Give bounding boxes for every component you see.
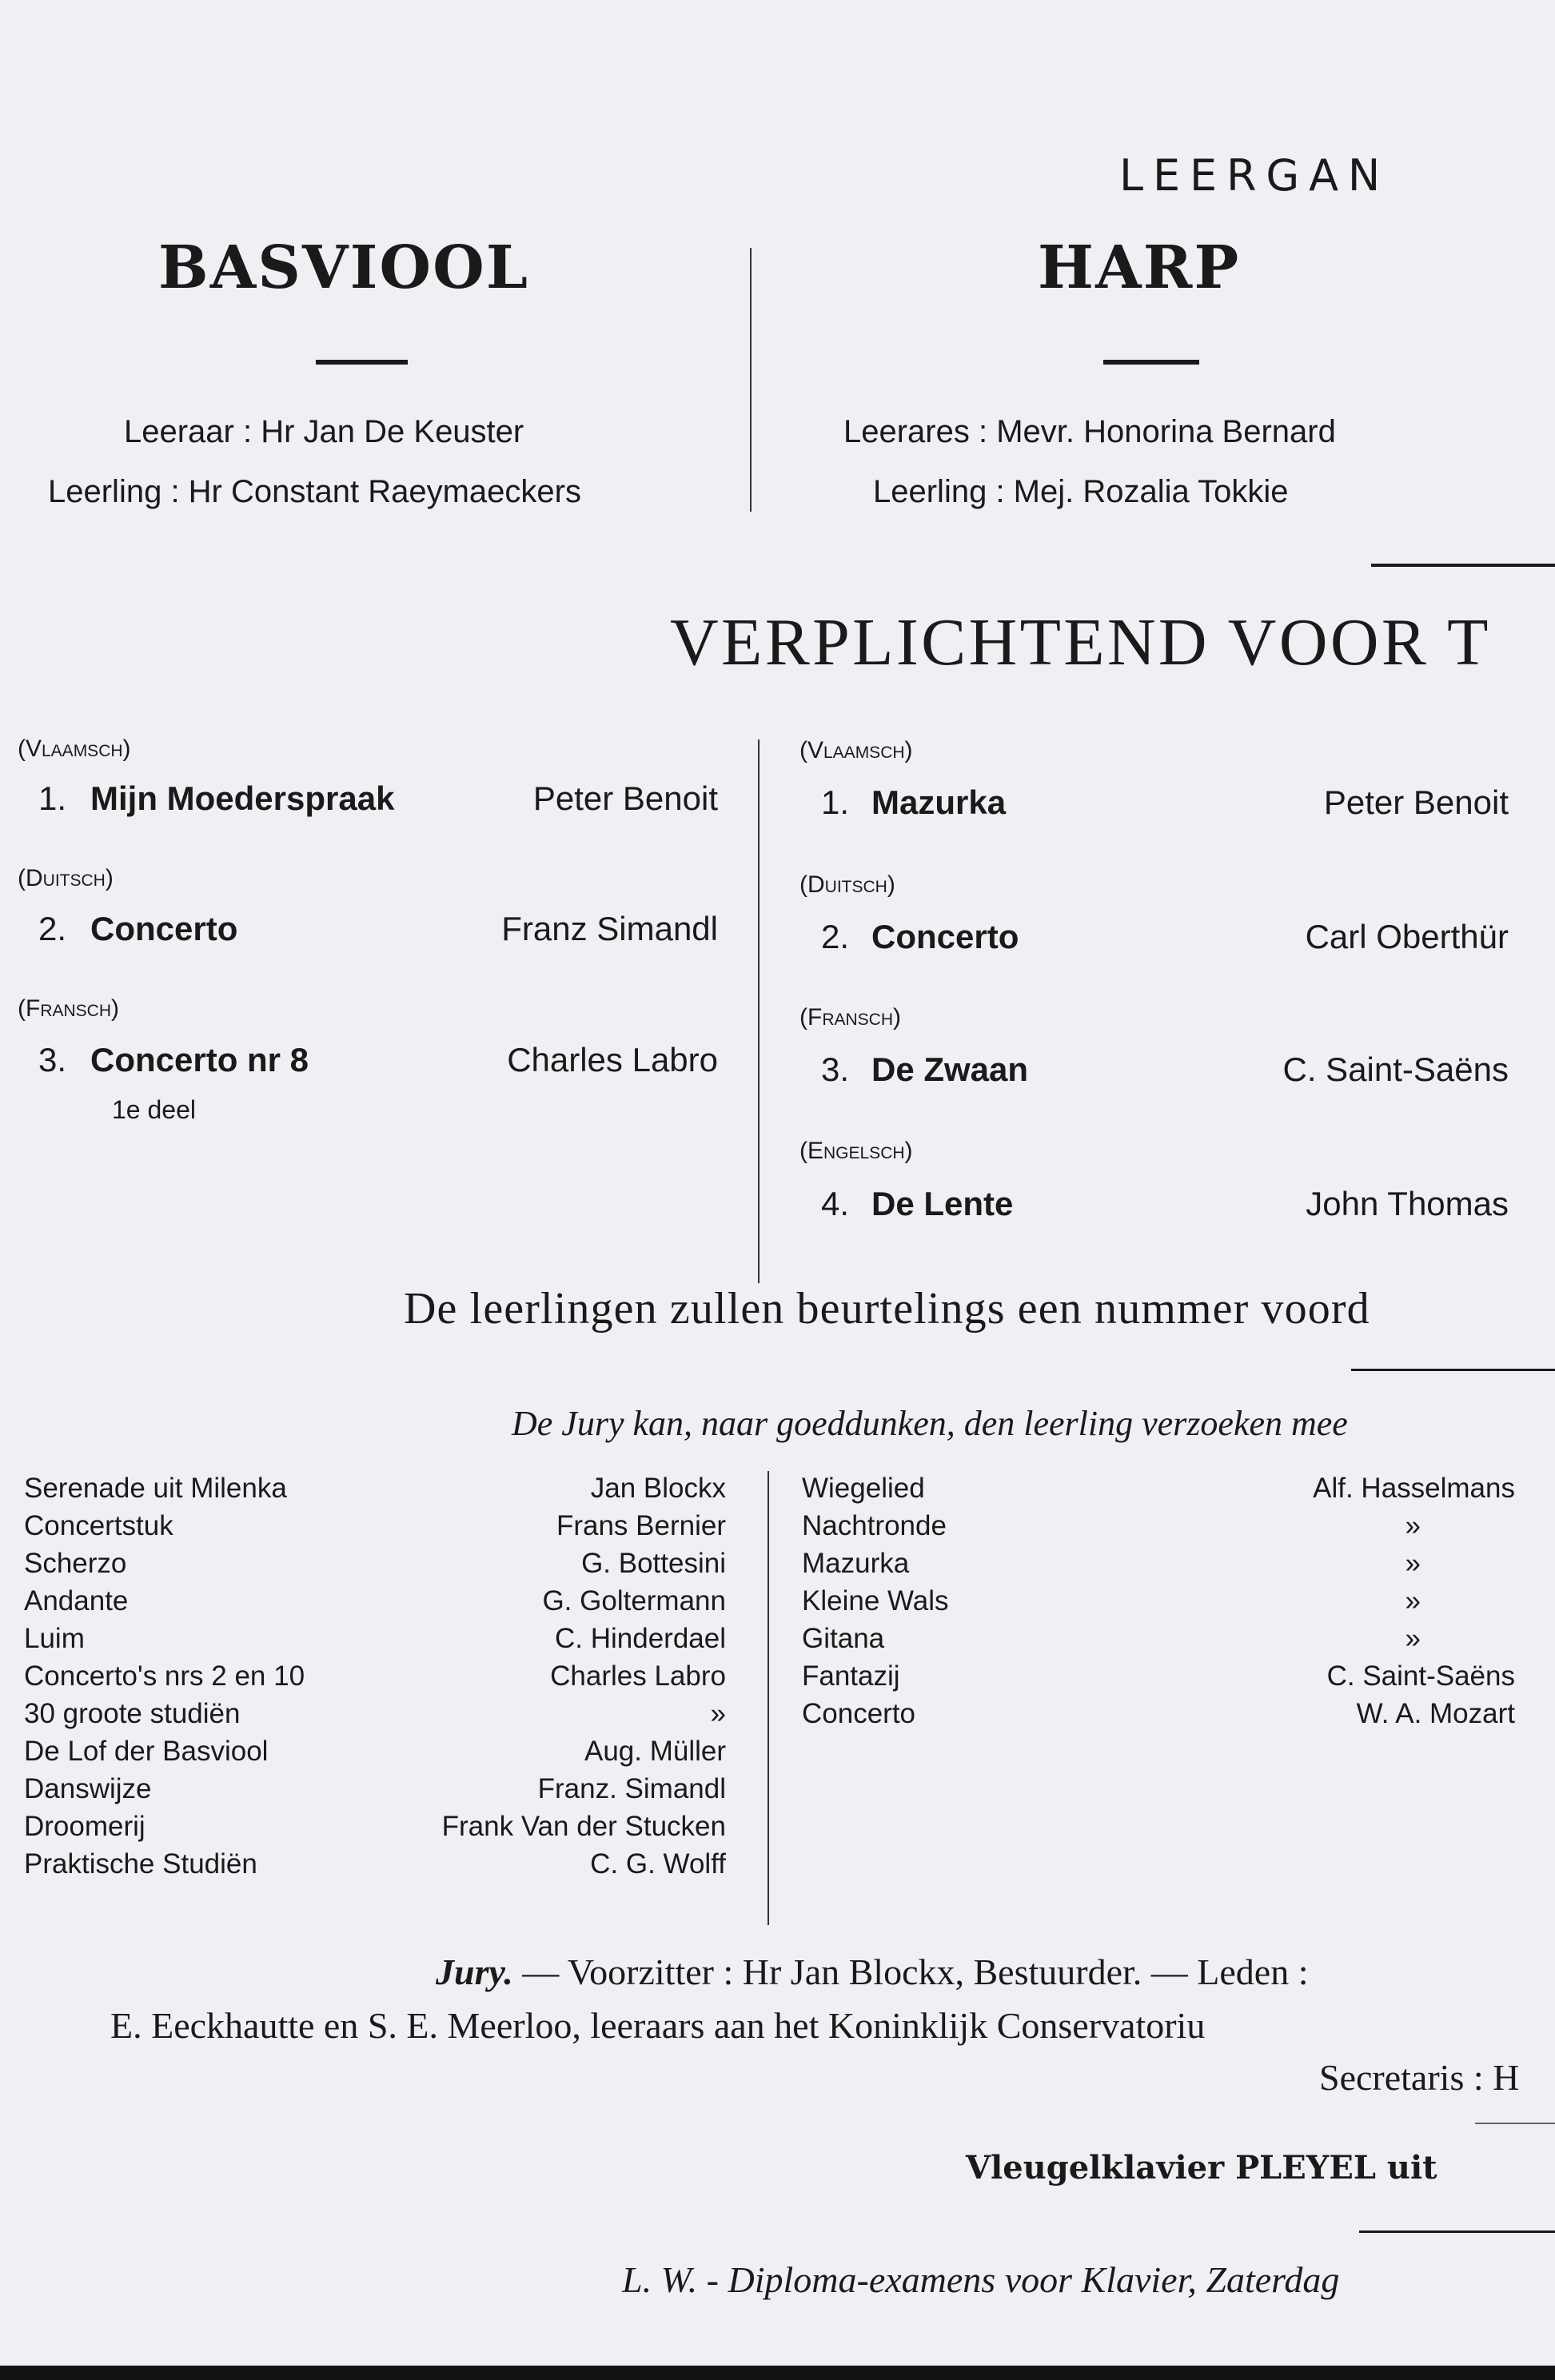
harp-rep-title: Wiegelied [802, 1473, 925, 1504]
harp-lang-4: (Engelsch) [799, 1138, 913, 1164]
basviool-rep-title: De Lof der Basviool [24, 1736, 269, 1767]
basviool-rep-title: Droomerij [24, 1811, 146, 1842]
basviool-rep-title: Concerto's nrs 2 en 10 [24, 1660, 305, 1692]
basviool-composer-2: Franz Simandl [501, 910, 718, 947]
harp-piece-1: Mazurka [871, 783, 1007, 821]
harp-rep-title: Gitana [802, 1623, 885, 1654]
basviool-rep-composer: Aug. Müller [584, 1736, 726, 1767]
pieces-divider [758, 740, 760, 1283]
basviool-num-3: 3. [38, 1041, 67, 1078]
basviool-piece-3: Concerto nr 8 [90, 1041, 309, 1078]
harp-num-4: 4. [821, 1185, 850, 1222]
basviool-rep-composer: C. G. Wolff [590, 1848, 726, 1880]
piano-note: Vleugelklavier PLEYEL uit [966, 2149, 1437, 2187]
section-rule-bottom [1359, 2231, 1555, 2233]
basviool-lang-1: (Vlaamsch) [18, 736, 131, 762]
basviool-rep-composer: Frans Bernier [556, 1510, 726, 1541]
jury-line-1-text: — Voorzitter : Hr Jan Blockx, Bestuurder. — Leden : [512, 1951, 1309, 1992]
basviool-title: BASVIOOL [158, 233, 530, 302]
mandatory-heading: VERPLICHTEND VOOR T [670, 605, 1491, 680]
section-rule-jury [1475, 2123, 1555, 2124]
page-edge-shadow [0, 2366, 1555, 2380]
basviool-title-rule [316, 360, 408, 365]
harp-num-1: 1. [821, 783, 850, 821]
basviool-rep-title: 30 groote studiën [24, 1698, 241, 1729]
basviool-composer-3: Charles Labro [507, 1041, 718, 1078]
harp-piece-4: De Lente [871, 1185, 1014, 1222]
basviool-lang-3: (Fransch) [18, 995, 119, 1022]
leergang-heading: LEERGAN [1119, 150, 1390, 201]
harp-rep-composer: C. Saint-Saëns [1326, 1660, 1515, 1692]
harp-rep-title: Concerto [802, 1698, 916, 1729]
basviool-student: Leerling : Hr Constant Raeymaeckers [48, 474, 581, 509]
basviool-rep-composer: » [710, 1698, 726, 1729]
jury-secretary: Secretaris : H [1319, 2057, 1520, 2098]
basviool-repertoire-titles [24, 1469, 305, 1883]
harp-rep-composer: » [1405, 1548, 1421, 1579]
alternate-note: De leerlingen zullen beurtelings een nummer voord [404, 1284, 1370, 1334]
basviool-rep-composer: Frank Van der Stucken [441, 1811, 726, 1842]
basviool-teacher: Leeraar : Hr Jan De Keuster [124, 414, 524, 449]
basviool-rep-title: Scherzo [24, 1548, 127, 1579]
jury-line-2: E. Eeckhautte en S. E. Meerloo, leeraars aan het Koninklijk Conservatoriu [110, 2005, 1206, 2046]
basviool-rep-title: Andante [24, 1585, 129, 1617]
harp-lang-3: (Fransch) [799, 1004, 901, 1031]
harp-repertoire-composers [1199, 1469, 1515, 1732]
basviool-rep-composer: G. Goltermann [542, 1585, 726, 1617]
footer-note: L. W. - Diploma-examens voor Klavier, Zaterdag [622, 2259, 1340, 2300]
harp-title-rule [1103, 360, 1199, 365]
harp-rep-title: Kleine Wals [802, 1585, 949, 1617]
repertoire-divider [768, 1471, 769, 1925]
harp-lang-1: (Vlaamsch) [799, 737, 913, 763]
harp-rep-composer: W. A. Mozart [1356, 1698, 1515, 1729]
basviool-repertoire-composers [400, 1469, 726, 1883]
harp-num-3: 3. [821, 1050, 850, 1088]
harp-piece-2: Concerto [871, 918, 1019, 955]
harp-rep-composer: » [1405, 1585, 1421, 1617]
basviool-rep-composer: Franz. Simandl [537, 1773, 726, 1804]
basviool-composer-1: Peter Benoit [532, 779, 718, 817]
basviool-rep-title: Serenade uit Milenka [24, 1473, 287, 1504]
basviool-rep-title: Danswijze [24, 1773, 152, 1804]
jury-line-1 [436, 1951, 1309, 1993]
harp-lang-2: (Duitsch) [799, 871, 895, 898]
harp-num-2: 2. [821, 918, 850, 955]
basviool-num-2: 2. [38, 910, 67, 947]
basviool-rep-composer: Charles Labro [550, 1660, 726, 1692]
jury-note: De Jury kan, naar goeddunken, den leerling verzoeken mee [512, 1404, 1348, 1443]
harp-rep-title: Fantazij [802, 1660, 900, 1692]
harp-composer-2: Carl Oberthür [1305, 918, 1509, 955]
basviool-piece-3-note: 1e deel [112, 1095, 196, 1124]
harp-student: Leerling : Mej. Rozalia Tokkie [873, 474, 1289, 509]
harp-title: HARP [1038, 233, 1241, 302]
header-divider [750, 248, 752, 512]
harp-rep-title: Mazurka [802, 1548, 910, 1579]
harp-rep-composer: » [1405, 1510, 1421, 1541]
basviool-rep-title: Luim [24, 1623, 85, 1654]
harp-rep-composer: Alf. Hasselmans [1313, 1473, 1515, 1504]
basviool-rep-composer: Jan Blockx [590, 1473, 726, 1504]
basviool-piece-2: Concerto [90, 910, 238, 947]
section-rule-middle [1351, 1369, 1555, 1371]
harp-teacher: Leerares : Mevr. Honorina Bernard [843, 414, 1336, 449]
harp-repertoire-titles [802, 1469, 949, 1732]
harp-composer-1: Peter Benoit [1323, 783, 1509, 821]
basviool-rep-title: Concertstuk [24, 1510, 173, 1541]
basviool-rep-composer: G. Bottesini [581, 1548, 726, 1579]
jury-label: Jury. [436, 1951, 513, 1992]
basviool-rep-title: Praktische Studiën [24, 1848, 257, 1880]
harp-rep-title: Nachtronde [802, 1510, 947, 1541]
harp-rep-composer: » [1405, 1623, 1421, 1654]
basviool-piece-1: Mijn Moederspraak [90, 779, 395, 817]
harp-composer-3: C. Saint-Saëns [1282, 1050, 1509, 1088]
harp-composer-4: John Thomas [1306, 1185, 1509, 1222]
basviool-num-1: 1. [38, 779, 67, 817]
basviool-lang-2: (Duitsch) [18, 865, 114, 891]
section-rule-top [1371, 564, 1555, 567]
harp-piece-3: De Zwaan [871, 1050, 1029, 1088]
basviool-rep-composer: C. Hinderdael [555, 1623, 726, 1654]
